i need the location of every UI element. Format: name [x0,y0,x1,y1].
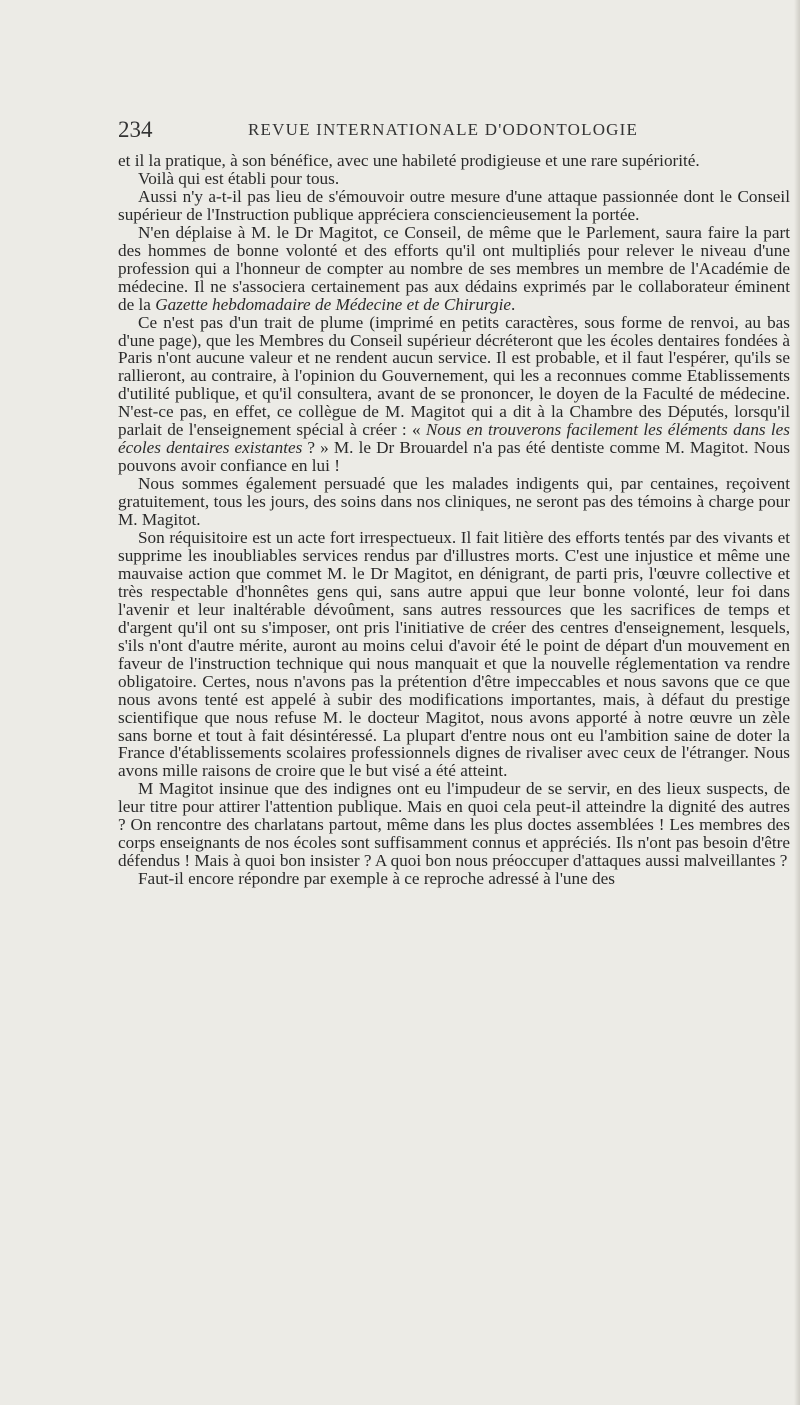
text-run: . [510,294,516,314]
text-run: M Magitot insinue que des indignes ont eu l'impudeur de se servir, en des lieux suspects, de leur titre pour attirer l'attention publique. Mais en quoi cela peut-il atteindre la dignité des autres ? On rencontre des charlatans partout, même dans les plus doctes assemblées ! Les membres des corps enseignants de nos écoles sont suffisamment connus et appréciés. Ils n'ont pas besoin d'être défendus ! Mais à quoi bon insister ? A quoi bon nous préoccuper d'attaques aussi malveillantes ? [118,779,790,871]
text-run: et il la pratique, à son bénéfice, avec une habileté prodigieuse et une rare supériorité. [118,151,700,170]
page-number: 234 [118,117,153,142]
text-run: Faut-il encore répondre par exemple à ce reproche adressé à l'une des [138,869,615,889]
italic-title: Nous en trouverons facilement les éléments dans les écoles dentaires existantes [118,420,790,458]
paragraph [118,188,790,224]
text-run: N'en déplaise à M. le Dr Magitot, ce Conseil, de même que le Parlement, saura faire la part des hommes de bonne volonté et des efforts qu'il ont multipliés pour relever le niveau d'une profession qui a l'honneur de compter au nombre de ses membres un membre de l'Académie de médecine. Il ne s'associera certainement pas aux dédains exprimés par le collaborateur éminent de la [118,222,790,314]
text-run: Ce n'est pas d'un trait de plume (imprimé en petits caractères, sous forme de renvoi, au bas d'une page), que les Membres du Conseil supérieur décréteront que les écoles dentaires fondées à Paris n'ont aucune valeur et ne rendent aucun service. Il est probable, et il faut l'espérer, qu'ils se rallieront, au contraire, à l'opinion du Gouvernement, qui les a reconnues comme Etablissements d'utilité publique, et qu'il consultera, avant de se prononcer, le doyen de la Faculté de médecine. N'est-ce pas, en effet, ce collègue de M. Magitot qui a dit à la Chambre des Députés, lorsqu'il parlait de l'enseignement spécial à créer : « [118,312,790,440]
paragraph [118,780,790,870]
paragraph [118,170,790,188]
text-run: ? » M. le Dr Brouardel n'a pas été dentiste comme M. Magitot. Nous pouvons avoir confiance en lui ! [118,438,790,476]
paragraph [118,475,790,529]
running-title: REVUE INTERNATIONALE D'ODONTOLOGIE [248,120,639,139]
text-run: Aussi n'y a-t-il pas lieu de s'émouvoir outre mesure d'une attaque passionnée dont le Conseil supérieur de l'Instruction publique appréciera consciencieusement la portée. [118,186,790,224]
page-header [118,117,790,149]
text-run: Son réquisitoire est un acte fort irrespectueux. Il fait litière des efforts tentés par des vivants et supprime les inoubliables services rendus par d'illustres morts. C'est une injustice et même une mauvaise action que commet M. le Dr Magitot, en dénigrant, de parti pris, l'œuvre collective et très respectable d'honnêtes gens qui, sans autre appui que leur bonne volonté, leur foi dans l'avenir et leur inaltérable dévoûment, sans autres ressources que les sacrifices de temps et d'argent qu'il ont su s'imposer, ont pris l'initiative de créer des centres d'enseignement, lesquels, s'ils n'ont d'autre mérite, auront au moins celui d'avoir été le point de départ d'un mouvement en faveur de l'instruction technique qui nous manquait et que la nouvelle réglementation va rendre obligatoire. Certes, nous n'avons pas la prétention d'être impeccables et nous savons que ce que nous avons tenté est appelé à subir des modifications importantes, mais, à défaut du prestige scientifique que nous refuse M. le docteur Magitot, nous avons apporté à notre œuvre un zèle sans borne et tout à fait désintéressé. La plupart d'entre nous ont eu l'ambition saine de doter la France d'établissements scolaires professionnels dignes de rivaliser avec ceux de l'étranger. Nous avons mille raisons de croire que le but visé a été atteint. [118,528,790,781]
text-run: Nous sommes également persuadé que les malades indigents qui, par centaines, reçoivent gratuitement, tous les jours, des soins dans nos cliniques, ne seront pas des témoins à charge pour M. Magitot. [118,474,790,530]
page-spine-shadow [794,0,800,1405]
italic-title: Gazette hebdomadaire de Médecine et de Chirurgie [155,294,511,314]
paragraph [118,870,790,888]
text-run: Voilà qui est établi pour tous. [138,168,340,188]
paragraph [118,529,790,780]
article-body [118,152,790,888]
paragraph [118,224,790,314]
paragraph [118,314,790,476]
paragraph [118,152,790,170]
